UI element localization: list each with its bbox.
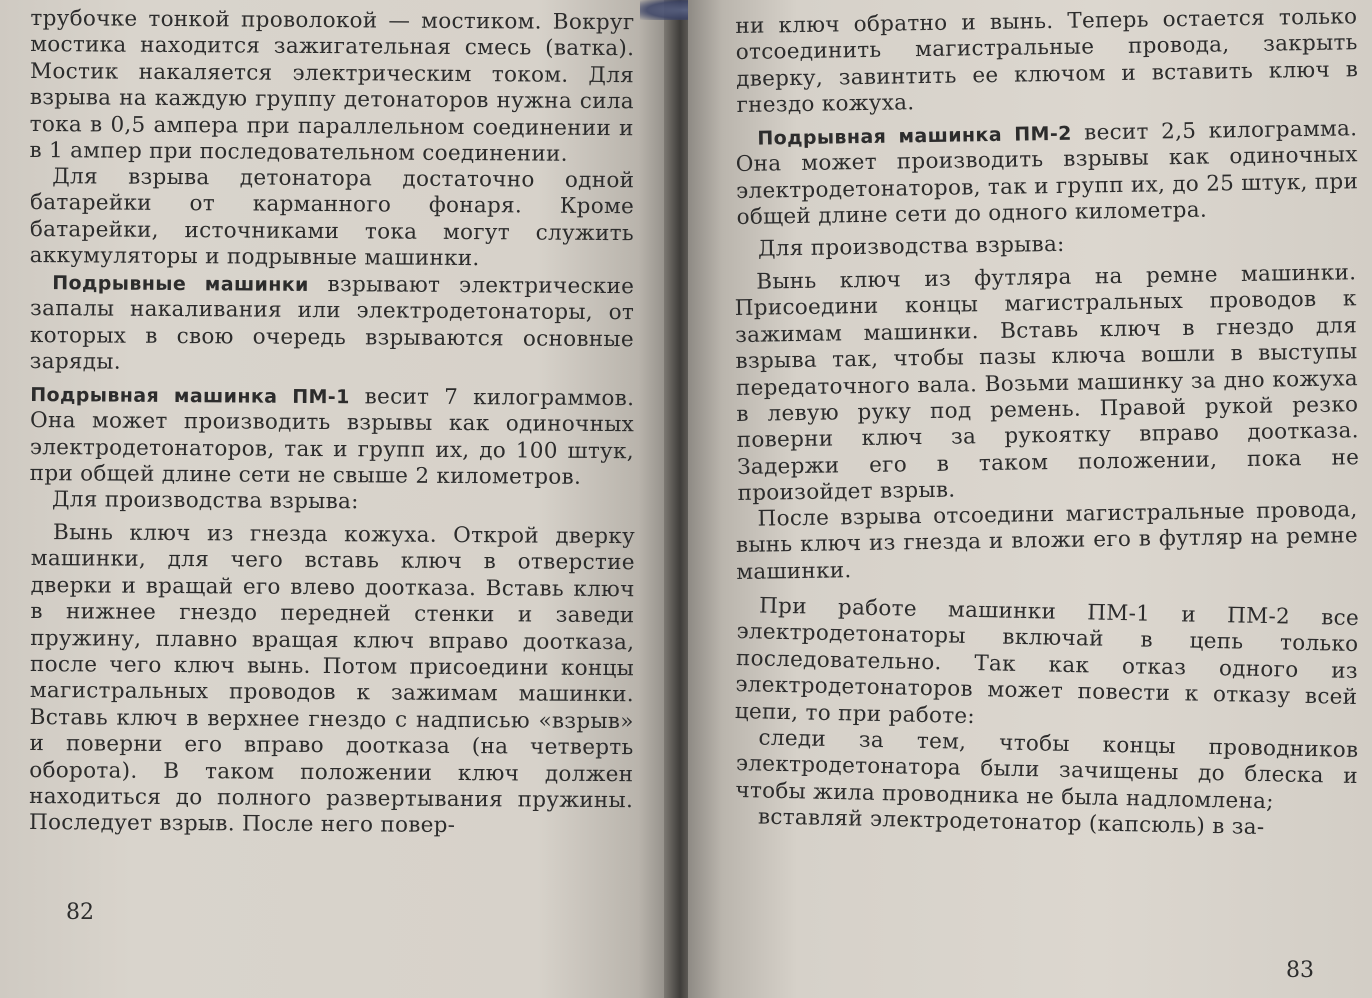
left-paragraph-3 xyxy=(30,270,635,380)
right-paragraph-6: При работе машинки ПМ-1 и ПМ-2 все электродетонаторы включай в цепь только последовательно. Так как отказ одного из электродетонаторов может повести к отказу всей цепи, то при работе: xyxy=(734,593,1360,729)
right-heading-pm2: Подрывная машинка ПМ-2 xyxy=(757,122,1072,150)
right-paragraph-5: После взрыва отсоедини магистральные провода, вынь ключ из гнезда и вложи его в футляр на ремне машинки. xyxy=(735,497,1359,586)
right-page xyxy=(688,0,1372,998)
left-heading-blasting-machines: Подрывные машинки xyxy=(52,272,309,297)
left-paragraph-4 xyxy=(30,382,635,492)
left-paragraph-6: Вынь ключ из гнезда кожуха. Открой дверку машинки, для чего вставь ключ в отверстие дверки и вращай его влево доотказа. Вставь ключ в нижнее гнездо передней стенки и заведи пружину, плавно вращая ключ вправо доотказа, после чего ключ вынь. Потом присоедини концы магистральных проводов к зажимам машинки. Вставь ключ в верхнее гнездо с надписью «взрыв» и поверни его вправо доотказа (на четверть оборота). В таком положении ключ должен находиться до полного развертывания пружины. Последует взрыв. После него повер- xyxy=(28,519,636,839)
right-paragraph-4: Вынь ключ из футляра на ремне машинки. Присоедини концы магистральных проводов к зажимам машинки. Вставь ключ в гнездо для взрыва так, чтобы пазы ключа вошли в выступы передаточного вала. Возьми машинку за дно кожуха в левую руку под ремень. Правой рукой резко поверни ключ за рукоятку вправо доотказа. Задержи его в таком положении, пока не произойдет взрыв. xyxy=(734,259,1360,506)
left-heading-pm1: Подрывная машинка ПМ-1 xyxy=(30,383,350,408)
left-paragraph-1: трубочке тонкой проволокой — мостиком. Вокруг мостика находится зажигательная смесь (ватка). Мостик накаляется электрическим током. Для взрыва на каждую группу детонаторов нужна сила тока в 0,5 ампера при параллельном соединении и в 1 ампер при последовательном соединении. xyxy=(29,6,635,167)
right-page-number: 83 xyxy=(1286,958,1314,983)
right-paragraph-3: Для производства взрыва: xyxy=(757,232,1065,262)
right-paragraph-2 xyxy=(735,116,1359,231)
left-paragraph-5: Для производства взрыва: xyxy=(51,487,359,515)
right-paragraph-1: ни ключ обратно и вынь. Теперь остается только отсоединить магистральные провода, закрыть дверку, завинтить ее ключом и вставить ключ в гнездо кожуха. xyxy=(735,4,1359,119)
left-page xyxy=(0,0,672,998)
right-paragraph-2-text: весит 2,5 килограмма. Она может производить взрывы как одиночных электродетонаторов, так и групп их, до 25 штук, при общей длине сети до одного километра. xyxy=(735,115,1359,230)
left-paragraph-4-text: весит 7 килограммов. Она может производить взрывы как одиночных электродетонаторов, так и групп их, до 100 штук, при общей длине сети не свыше 2 километров. xyxy=(29,383,635,490)
right-paragraph-7: следи за тем, чтобы концы проводников электродетонатора были зачищены до блеска и чтобы жила проводника не была надломлена; xyxy=(735,725,1359,814)
left-paragraph-3-text: взрывают электрические запалы накаливания или электродетонаторы, от которых в свою очередь взрываются основные заряды. xyxy=(29,272,635,375)
left-page-number: 82 xyxy=(66,900,94,925)
left-paragraph-2: Для взрыва детонатора достаточно одной батарейки от карманного фонаря. Кроме батарейки, источниками тока могут служить аккумуляторы и подрывные машинки. xyxy=(29,164,635,272)
right-paragraph-8: вставляй электродетонатор (капсюль) в за- xyxy=(757,804,1265,840)
